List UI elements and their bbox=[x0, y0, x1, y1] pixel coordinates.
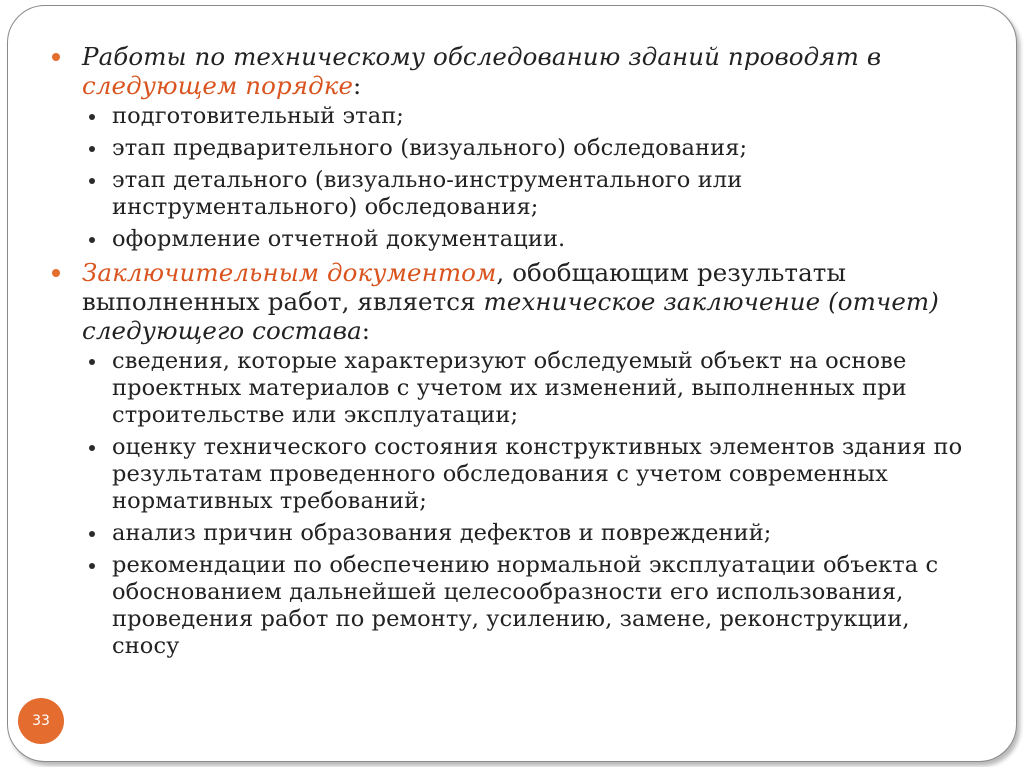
content-item bbox=[48, 434, 978, 515]
final-italic: техническое заключение (отчет) следующего состава bbox=[82, 287, 939, 345]
sub-bullet-icon bbox=[89, 178, 95, 184]
content-text: сведения, которые характеризуют обследуемый объект на основе проектных материалов с учетом их изменений, выполненных при строительстве или эксплуатации; bbox=[112, 348, 907, 428]
final-text: , обобщающим результаты выполненных работ, является bbox=[82, 258, 847, 316]
bullet-icon bbox=[52, 53, 60, 61]
stage-item bbox=[48, 226, 978, 253]
stage-text: оформление отчетной документации. bbox=[112, 226, 566, 252]
content-item bbox=[48, 552, 978, 660]
final-accent: Заключительным документом bbox=[82, 258, 497, 287]
sub-bullet-icon bbox=[89, 563, 95, 569]
final-tail: : bbox=[361, 316, 371, 345]
content-text: рекомендации по обеспечению нормальной эксплуатации объекта с обоснованием дальнейшей целесообразности его использования, проведения работ по ремонту, усилению, замене, реконструкции, сносу bbox=[112, 552, 939, 659]
stage-text: подготовительный этап; bbox=[112, 103, 404, 129]
intro-paragraph bbox=[48, 42, 978, 100]
sub-bullet-icon bbox=[89, 114, 95, 120]
sub-bullet-icon bbox=[89, 445, 95, 451]
sub-bullet-icon bbox=[89, 237, 95, 243]
stage-item bbox=[48, 167, 978, 221]
stage-text: этап предварительного (визуального) обследования; bbox=[112, 135, 748, 161]
stage-item bbox=[48, 135, 978, 162]
slide-content bbox=[48, 42, 978, 665]
sub-bullet-icon bbox=[89, 146, 95, 152]
intro-accent: следующем порядке bbox=[82, 71, 354, 100]
stage-text: этап детального (визуально-инструментального или инструментального) обследования; bbox=[112, 167, 743, 220]
intro-text: Работы по техническому обследованию зданий проводят в bbox=[82, 42, 882, 71]
final-paragraph bbox=[48, 258, 978, 345]
content-text: анализ причин образования дефектов и повреждений; bbox=[112, 520, 772, 546]
sub-bullet-icon bbox=[89, 359, 95, 365]
stage-item bbox=[48, 103, 978, 130]
content-item bbox=[48, 520, 978, 547]
page-number-badge: 33 bbox=[18, 698, 64, 744]
content-item bbox=[48, 348, 978, 429]
sub-bullet-icon bbox=[89, 531, 95, 537]
bullet-icon bbox=[52, 269, 60, 277]
content-text: оценку технического состояния конструктивных элементов здания по результатам проведенного обследования с учетом современных нормативных требований; bbox=[112, 434, 963, 514]
intro-tail: : bbox=[353, 71, 362, 100]
